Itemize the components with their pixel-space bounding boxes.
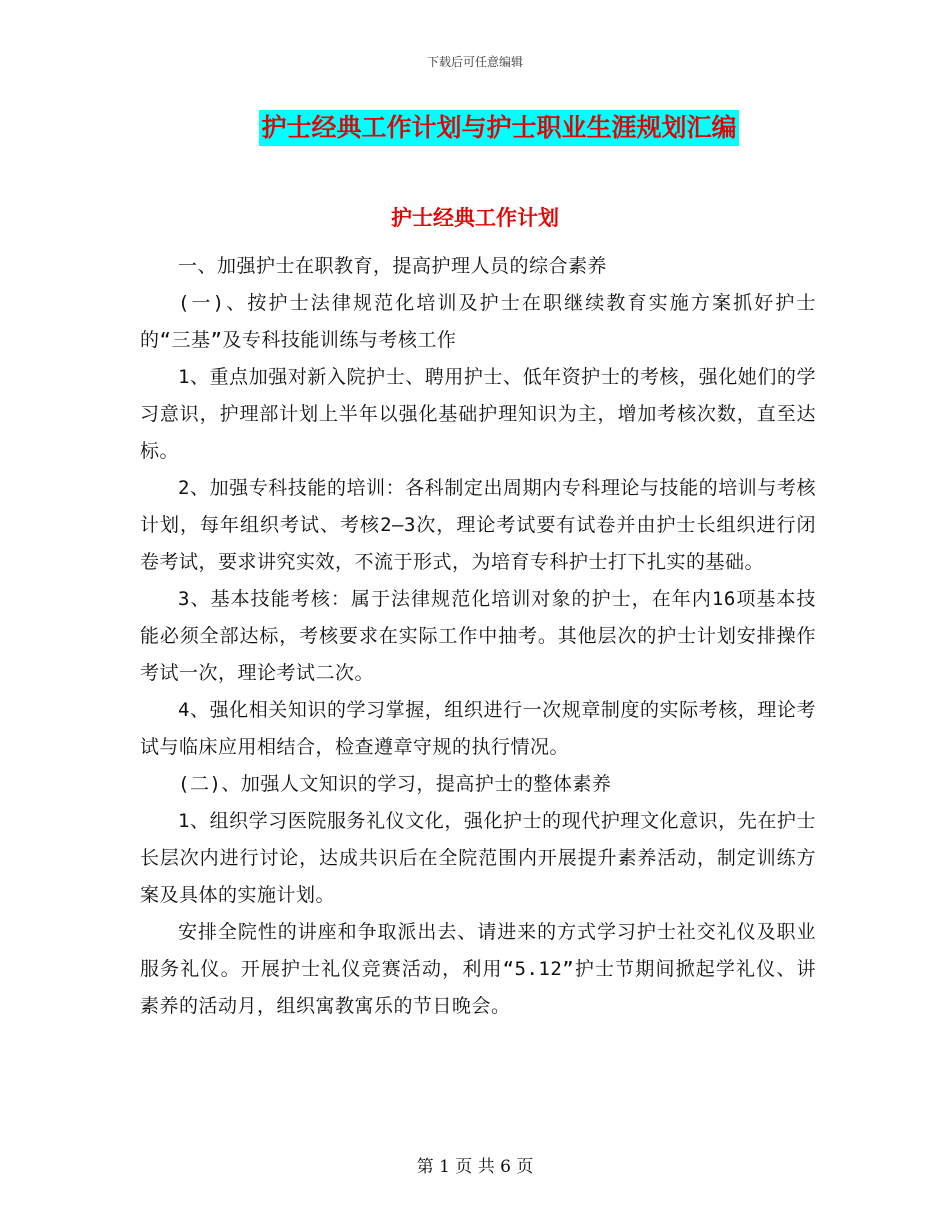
paragraph: 安排全院性的讲座和争取派出去、请进来的方式学习护士社交礼仪及职业服务礼仪。开展护士礼仪竞赛活动，利用“5.12”护士节期间掀起学礼仪、讲素养的活动月，组织寓教寓乐的节日晚会。 [140, 921, 816, 1017]
document-body [140, 248, 816, 1025]
main-title-wrap [0, 110, 950, 146]
paragraph: 1、重点加强对新入院护士、聘用护士、低年资护士的考核，强化她们的学习意识，护理部计划上半年以强化基础护理知识为主，增加考核次数，直至达标。 [140, 366, 816, 462]
paragraph: 一、加强护士在职教育，提高护理人员的综合素养 [178, 255, 608, 277]
paragraph: (二)、加强人文知识的学习，提高护士的整体素养 [178, 773, 612, 795]
main-title: 护士经典工作计划与护士职业生涯规划汇编 [259, 110, 738, 146]
page-footer: 第 1 页 共 6 页 [416, 1157, 534, 1177]
section-title: 护士经典工作计划 [391, 205, 559, 230]
header-note: 下载后可任意编辑 [426, 55, 523, 69]
paragraph: 4、强化相关知识的学习掌握，组织进行一次规章制度的实际考核，理论考试与临床应用相结合，检查遵章守规的执行情况。 [140, 699, 816, 758]
paragraph: 2、加强专科技能的培训：各科制定出周期内专科理论与技能的培训与考核计划，每年组织考试、考核2—3次，理论考试要有试卷并由护士长组织进行闭卷考试，要求讲究实效，不流于形式，为培育专科护士打下扎实的基础。 [140, 477, 816, 573]
paragraph: 1、组织学习医院服务礼仪文化，强化护士的现代护理文化意识，先在护士长层次内进行讨论，达成共识后在全院范围内开展提升素养活动，制定训练方案及具体的实施计划。 [140, 810, 816, 906]
paragraph: 3、基本技能考核：属于法律规范化培训对象的护士，在年内16项基本技能必须全部达标，考核要求在实际工作中抽考。其他层次的护士计划安排操作考试一次，理论考试二次。 [140, 588, 816, 684]
paragraph: (一)、按护士法律规范化培训及护士在职继续教育实施方案抓好护士的“三基”及专科技能训练与考核工作 [140, 292, 816, 351]
